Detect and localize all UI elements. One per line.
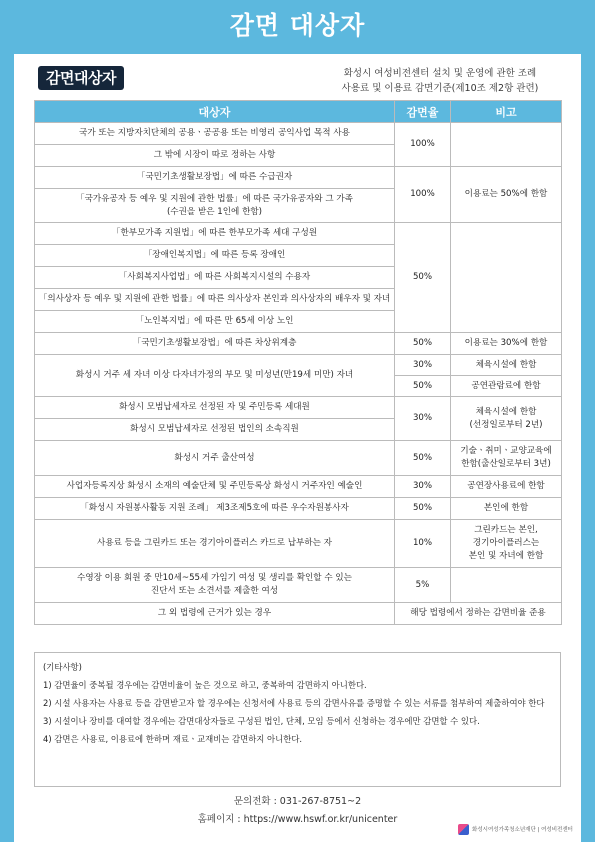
rate-cell: 30% (395, 355, 451, 376)
table-row (35, 223, 562, 245)
remark-line: (선정일로부터 2년) (469, 419, 543, 430)
target-cell: 「화성시 자원봉사활동 지원 조례」 제3조제5호에 따른 우수자원봉사자 (35, 498, 395, 520)
foundation-logo-icon (458, 824, 469, 835)
footer-org-name: 화성시여성가족청소년재단 | 여성비전센터 (472, 827, 573, 833)
target-cell: 화성시 거주 세 자녀 이상 다자녀가정의 부모 및 미성년(만19세 미만) 자녀 (35, 355, 395, 397)
target-cell: 「사회복지사업법」에 따른 사회복지시설의 수용자 (35, 267, 395, 289)
target-cell: 사업자등록지상 화성시 소재의 예술단체 및 주민등록상 화성시 거주자인 예술인 (35, 476, 395, 498)
table-row (35, 333, 562, 355)
target-cell: 「국민기초생활보장법」에 따른 수급권자 (35, 167, 395, 189)
section-label: 감면대상자 (38, 66, 124, 90)
remark-cell (451, 397, 562, 441)
table-header-row (35, 101, 562, 123)
remark-line: 그린카드는 본인, (474, 525, 538, 535)
table-row (35, 520, 562, 568)
rate-cell: 50% (395, 333, 451, 355)
target-cell: 「장애인복지법」에 따른 등록 장애인 (35, 245, 395, 267)
remark-cell: 공연관람료에 한함 (451, 376, 562, 397)
regulation-reference (335, 66, 545, 96)
target-cell: 사용료 등을 그린카드 또는 경기아이플러스 카드로 납부하는 자 (35, 520, 395, 568)
rate-cell: 50% (395, 498, 451, 520)
rate-cell: 30% (395, 476, 451, 498)
target-cell: 국가 또는 지방자치단체의 공용ㆍ공공용 또는 비영리 공익사업 목적 사용 (35, 123, 395, 145)
footer-logo (458, 822, 573, 836)
table-row (35, 568, 562, 603)
header-rate: 감면율 (395, 101, 451, 123)
target-cell (35, 189, 395, 223)
page-title: 감면 대상자 (229, 11, 366, 40)
header-target: 대상자 (35, 101, 395, 123)
contact-homepage[interactable]: 홈페이지 : https://www.hswf.or.kr/unicenter (197, 814, 398, 825)
remark-cell (451, 568, 562, 603)
target-line: (수권을 받은 1인에 한함) (166, 206, 263, 217)
target-cell (35, 568, 395, 603)
remark-line: 경기아이플러스는 (472, 538, 540, 548)
remarks-title: (기타사항) (43, 662, 82, 672)
remark-cell (451, 520, 562, 568)
rate-cell: 50% (395, 223, 451, 333)
target-cell: 화성시 모범납세자로 선정된 법인의 소속직원 (35, 419, 395, 441)
remark-cell (451, 441, 562, 476)
target-cell: 「국민기초생활보장법」에 따른 차상위계층 (35, 333, 395, 355)
rate-cell: 100% (395, 123, 451, 167)
remark-cell (451, 123, 562, 167)
contact-phone: 문의전화 : 031-267-8751~2 (233, 796, 362, 807)
table-row (35, 167, 562, 189)
rate-cell: 30% (395, 397, 451, 441)
table-row (35, 397, 562, 419)
rate-cell: 50% (395, 376, 451, 397)
table-row (35, 123, 562, 145)
remark-line: 한함(출산일로부터 3년) (461, 459, 551, 469)
target-line: 수영장 이용 회원 중 만10세~55세 가임기 여성 및 생리를 확인할 수 있는 (77, 573, 352, 583)
remark-line: 기술ㆍ취미ㆍ교양교육에 (460, 446, 552, 456)
target-cell: 화성시 모범납세자로 선정된 자 및 주민등록 세대원 (35, 397, 395, 419)
header-remark: 비고 (451, 101, 562, 123)
table-row (35, 441, 562, 476)
target-line: 「국가유공자 등 예우 및 지원에 관한 법률」에 따른 국가유공자와 그 가족 (76, 193, 353, 204)
remark-cell: 이용료는 30%에 한함 (451, 333, 562, 355)
target-cell: 그 밖에 시장이 따로 정하는 사항 (35, 145, 395, 167)
remark-item: 3) 시설이나 장비를 대여할 경우에는 감면대상자들로 구성된 법인, 단체, 모임 등에서 신청하는 경우에만 감면할 수 있다. (43, 716, 480, 726)
remark-cell (451, 223, 562, 333)
remark-cell: 공연장사용료에 한함 (451, 476, 562, 498)
rate-cell: 50% (395, 441, 451, 476)
document-sheet (14, 54, 581, 842)
remark-cell: 해당 법령에서 정하는 감면비율 준용 (395, 603, 562, 625)
regulation-line-2: 사용료 및 이용료 감면기준(제10조 제2항 관련) (341, 83, 539, 94)
reduction-table (34, 100, 562, 625)
remark-item: 2) 시설 사용자는 사용료 등을 감면받고자 할 경우에는 신청서에 사용료 등의 감면사유를 증명할 수 있는 서류를 첨부하여 제출하여야 한다 (43, 698, 545, 708)
remarks-box (34, 652, 561, 787)
remark-line: 본인 및 자녀에 한함 (468, 551, 544, 561)
remark-cell: 체육시설에 한함 (451, 355, 562, 376)
target-cell: 그 외 법령에 근거가 있는 경우 (35, 603, 395, 625)
rate-cell: 10% (395, 520, 451, 568)
remark-item: 1) 감면율이 중복될 경우에는 감면비율이 높은 것으로 하고, 중복하여 감면하지 아니한다. (43, 680, 367, 690)
table-row (35, 498, 562, 520)
target-cell: 「한부모가족 지원법」에 따른 한부모가족 세대 구성원 (35, 223, 395, 245)
rate-cell: 100% (395, 167, 451, 223)
target-cell: 「의사상자 등 예우 및 지원에 관한 법률」에 따른 의사상자 본인과 의사상자의 배우자 및 자녀 (35, 289, 395, 311)
remark-line: 체육시설에 한함 (475, 406, 537, 417)
regulation-line-1: 화성시 여성비전센터 설치 및 운영에 관한 조례 (343, 68, 537, 79)
rate-cell: 5% (395, 568, 451, 603)
target-line: 진단서 또는 소견서를 제출한 여성 (150, 586, 279, 596)
target-cell: 「노인복지법」에 따른 만 65세 이상 노인 (35, 311, 395, 333)
table-row (35, 603, 562, 625)
remark-item: 4) 감면은 사용료, 이용료에 한하며 재료ㆍ교재비는 감면하지 아니한다. (43, 734, 303, 744)
table-row (35, 476, 562, 498)
target-cell: 화성시 거주 출산여성 (35, 441, 395, 476)
remark-cell: 본인에 한함 (451, 498, 562, 520)
remark-cell: 이용료는 50%에 한함 (451, 167, 562, 223)
table-row (35, 355, 562, 376)
